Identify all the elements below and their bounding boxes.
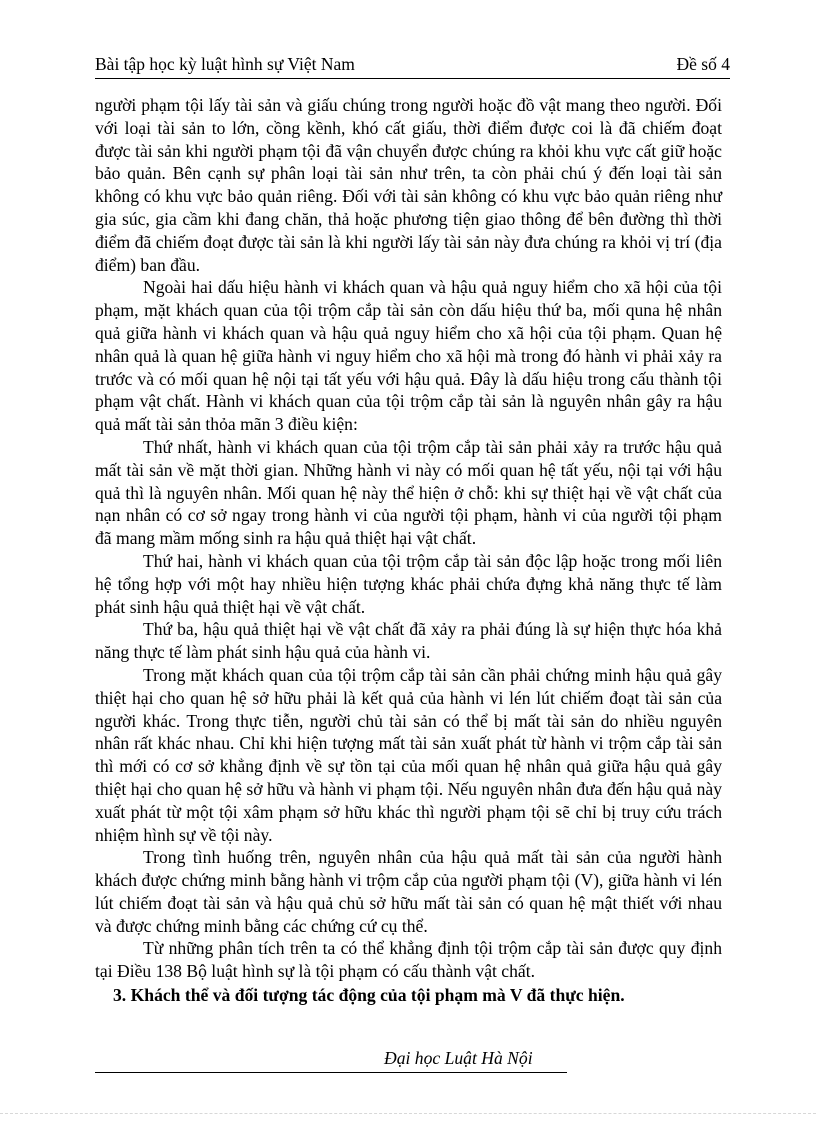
header-title: Bài tập học kỳ luật hình sự Việt Nam [95,54,355,74]
page-break-divider [0,1113,816,1114]
paragraph-condition-second: Thứ hai, hành vi khách quan của tội trộm cắp tài sản độc lập hoặc trong mối liên hệ tổng hợp với một hay nhiều hiện tượng khác phải chứa đựng khả năng thực tế làm phát sinh hậu quả thiệt hại về vật chất. [95,550,722,617]
paragraph-conclusion: Từ những phân tích trên ta có thể khẳng định tội trộm cắp tài sản được quy định tại Điều 138 Bộ luật hình sự là tội phạm có cấu thành vật chất. [95,938,722,982]
paragraph-continuation: người phạm tội lấy tài sản và giấu chúng trong người hoặc đồ vật mang theo người. Đối với loại tài sản to lớn, cồng kềnh, khó cất giấu, thời điểm được coi là đã chiếm đoạt được tài sản khi người phạm tội đã vận chuyển được chúng ra khỏi khu vực cất giữ hoặc bảo quản. Bên cạnh sự phân loại tài sản như trên, ta còn phải chú ý đến loại tài sản không có khu vực bảo quản riêng. Đối với tài sản không có khu vực bảo quản riêng như gia súc, gia cầm khi đang chăn, thả hoặc phương tiện giao thông để bên đường thì thời điểm đã chiếm đoạt được tài sản là khi người lấy tài sản này đưa chúng ra khỏi vị trí (địa điểm) ban đầu. [95,95,722,275]
footer-rule [95,1072,567,1073]
document-body [95,94,722,1007]
footer-university: Đại học Luật Hà Nội [384,1048,533,1068]
section-heading: 3. Khách thể và đối tượng tác động của tội phạm mà V đã thực hiện. [113,985,625,1006]
paragraph-condition-third: Thứ ba, hậu quả thiệt hại về vật chất đã xảy ra phải đúng là sự hiện thực hóa khả năng thực tế làm phát sinh hậu quả của hành vi. [95,619,722,663]
paragraph-condition-first: Thứ nhất, hành vi khách quan của tội trộm cắp tài sản phải xảy ra trước hậu quả mất tài sản về mặt thời gian. Những hành vi này có mối quan hệ tất yếu, nội tại với hậu quả thì là nguyên nhân. Mối quan hệ này thể hiện ở chỗ: khi sự thiệt hại về vật chất của nạn nhân có cơ sở ngay trong hành vi của người tội phạm, hành vi của người tội phạm đã mang mầm mống sinh ra hậu quả thiệt hại vật chất. [95,436,722,549]
paragraph-causal-relation: Ngoài hai dấu hiệu hành vi khách quan và hậu quả nguy hiểm cho xã hội của tội phạm, mặt khách quan của tội trộm cắp tài sản còn dấu hiệu thứ ba, mối quna hệ nhân quả giữa hành vi khách quan và hậu quả nguy hiểm cho xã hội của tội phạm. Quan hệ nhân quả là quan hệ giữa hành vi nguy hiểm cho xã hội mà trong đó hành vi phải xảy ra trước và có mối quan hệ nội tại tất yếu với hậu quả. Đây là dấu hiệu trong cấu thành tội phạm vật chất. Hành vi khách quan của tội trộm cắp tài sản là nguyên nhân gây ra hậu quả mất tài sản thỏa mãn 3 điều kiện: [95,277,722,435]
page-header [95,52,730,79]
paragraph-situation-analysis: Trong tình huống trên, nguyên nhân của hậu quả mất tài sản của người hành khách được chứng minh bằng hành vi trộm cắp của người phạm tội (V), giữa hành vi lén lút chiếm đoạt tài sản và hậu quả chủ sở hữu mất tài sản có quan hệ mật thiết với nhau và được chứng minh bằng các chứng cứ cụ thể. [95,847,722,936]
header-exam-number: Đề số 4 [676,54,730,74]
paragraph-proof-requirement: Trong mặt khách quan của tội trộm cắp tài sản cần phải chứng minh hậu quả gây thiệt hại cho quan hệ sở hữu phải là kết quả của hành vi lén lút chiếm đoạt tài sản của người khác. Trong thực tiễn, người chủ tài sản có thể bị mất tài sản do nhiều nguyên nhân rất khác nhau. Chỉ khi hiện tượng mất tài sản xuất phát từ hành vi trộm cắp tài sản thì mới có cơ sở khẳng định về sự tồn tại của mối quan hệ nhân quả giữa hậu quả gây thiệt hại cho quan hệ sở hữu và hành vi phạm tội. Nếu nguyên nhân đưa đến hậu quả này xuất phát từ một tội xâm phạm sở hữu khác thì người phạm tội sẽ chỉ bị truy cứu trách nhiệm hình sự về tội này. [95,664,722,845]
